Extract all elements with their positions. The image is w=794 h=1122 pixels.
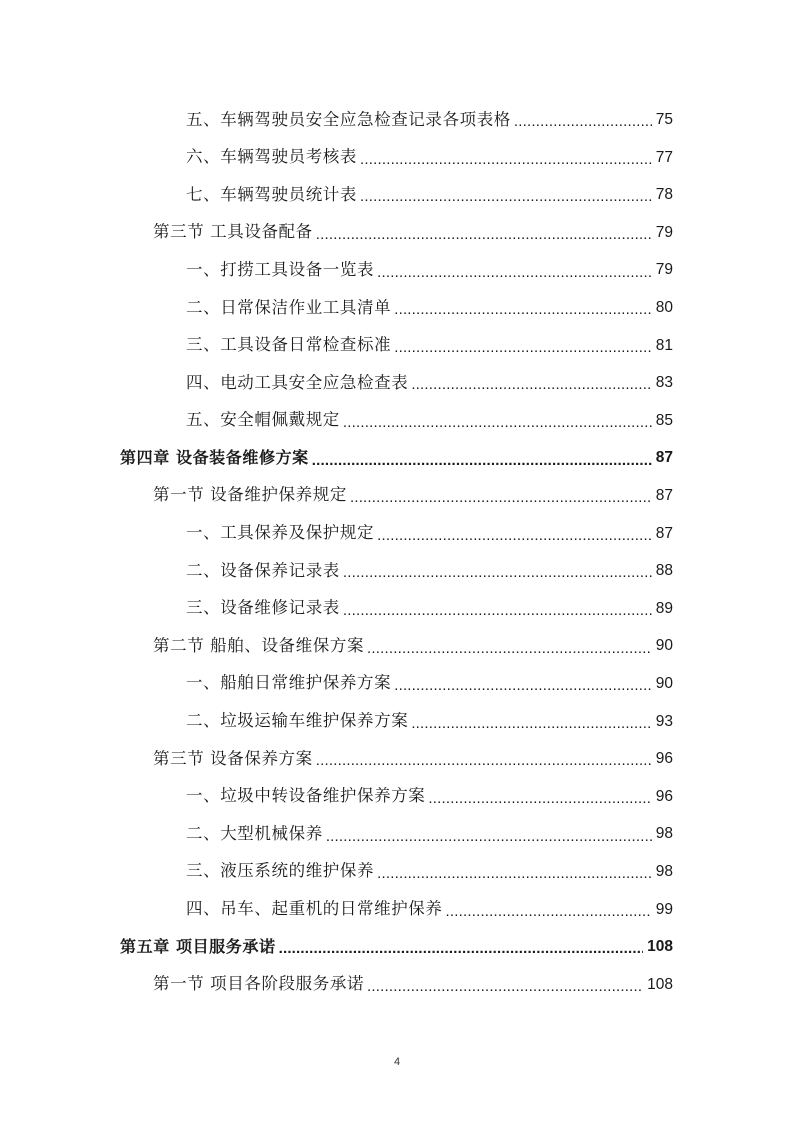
toc-entry-title: 一、垃圾中转设备维护保养方案 [186, 786, 426, 806]
toc-entry-title: 第五章 项目服务承诺 [120, 936, 276, 956]
toc-entry-page: 87 [655, 486, 673, 504]
toc-section-entry[interactable] [0, 627, 794, 665]
toc-entry-title: 第一节 项目各阶段服务承诺 [153, 974, 365, 994]
toc-dot-leader [326, 829, 652, 844]
toc-entry[interactable] [0, 552, 794, 590]
toc-entry-title: 第一节 设备维护保养规定 [153, 485, 347, 505]
toc-entry-title: 第三节 工具设备配备 [153, 222, 313, 242]
toc-entry-page: 93 [655, 712, 673, 730]
toc-entry-title: 三、工具设备日常检查标准 [186, 335, 392, 355]
toc-chapter-entry[interactable] [0, 439, 794, 477]
toc-entry-page: 88 [655, 562, 673, 580]
toc-entry-title: 二、垃圾运输车维护保养方案 [186, 711, 409, 731]
toc-entry-page: 89 [655, 599, 673, 617]
toc-dot-leader [367, 979, 643, 994]
toc-entry[interactable] [0, 778, 794, 816]
table-of-contents [0, 101, 794, 1003]
toc-entry[interactable] [0, 364, 794, 402]
toc-entry[interactable] [0, 327, 794, 365]
toc-entry-page: 108 [647, 938, 673, 956]
toc-entry-page: 90 [655, 637, 673, 655]
toc-section-entry[interactable] [0, 966, 794, 1004]
toc-dot-leader [446, 904, 652, 919]
toc-entry-page: 81 [655, 336, 673, 354]
toc-entry-title: 四、电动工具安全应急检查表 [186, 372, 409, 392]
toc-entry[interactable] [0, 101, 794, 139]
toc-entry[interactable] [0, 176, 794, 214]
toc-section-entry[interactable] [0, 214, 794, 252]
toc-entry[interactable] [0, 815, 794, 853]
toc-entry-title: 四、吊车、起重机的日常维护保养 [186, 899, 443, 919]
toc-entry[interactable] [0, 515, 794, 553]
toc-dot-leader [394, 340, 652, 355]
toc-dot-leader [411, 716, 651, 731]
toc-entry-page: 90 [655, 674, 673, 692]
toc-entry-page: 77 [655, 148, 673, 166]
toc-entry-page: 99 [655, 900, 673, 918]
toc-entry[interactable] [0, 251, 794, 289]
toc-entry-page: 75 [655, 111, 673, 129]
toc-entry-page: 85 [655, 411, 673, 429]
toc-dot-leader [394, 678, 652, 693]
toc-dot-leader [350, 490, 652, 505]
toc-section-entry[interactable] [0, 740, 794, 778]
page-number: 4 [393, 1056, 401, 1068]
toc-entry-title: 五、车辆驾驶员安全应急检查记录各项表格 [186, 109, 511, 129]
toc-entry[interactable] [0, 590, 794, 628]
toc-entry-page: 79 [655, 223, 673, 241]
toc-entry-page: 78 [655, 186, 673, 204]
toc-dot-leader [377, 265, 652, 280]
toc-dot-leader [377, 528, 652, 543]
toc-dot-leader [360, 152, 652, 167]
toc-entry-title: 二、日常保洁作业工具清单 [186, 297, 392, 317]
toc-entry-page: 98 [655, 862, 673, 880]
toc-entry-title: 第四章 设备装备维修方案 [120, 448, 309, 468]
toc-entry[interactable] [0, 139, 794, 177]
toc-dot-leader [316, 753, 652, 768]
toc-entry-title: 三、液压系统的维护保养 [186, 861, 375, 881]
toc-entry-title: 第三节 设备保养方案 [153, 748, 313, 768]
toc-dot-leader [367, 641, 652, 656]
toc-dot-leader [343, 565, 652, 580]
toc-entry[interactable] [0, 289, 794, 327]
toc-entry-title: 二、大型机械保养 [186, 823, 323, 843]
toc-entry-title: 七、车辆驾驶员统计表 [186, 184, 357, 204]
toc-entry[interactable] [0, 890, 794, 928]
toc-entry[interactable] [0, 703, 794, 741]
toc-dot-leader [394, 302, 652, 317]
toc-entry-page: 80 [655, 299, 673, 317]
toc-dot-leader [411, 377, 651, 392]
toc-dot-leader [360, 189, 652, 204]
toc-entry-title: 二、设备保养记录表 [186, 560, 340, 580]
toc-entry-title: 第二节 船舶、设备维保方案 [153, 635, 365, 655]
toc-dot-leader [312, 453, 652, 468]
toc-entry-title: 一、工具保养及保护规定 [186, 523, 375, 543]
toc-entry-page: 83 [655, 374, 673, 392]
toc-entry-title: 六、车辆驾驶员考核表 [186, 147, 357, 167]
toc-entry[interactable] [0, 853, 794, 891]
toc-entry-page: 87 [655, 449, 673, 467]
toc-dot-leader [343, 603, 652, 618]
toc-dot-leader [428, 791, 651, 806]
toc-entry-title: 三、设备维修记录表 [186, 598, 340, 618]
toc-entry-page: 108 [647, 975, 673, 993]
toc-dot-leader [514, 114, 652, 129]
toc-dot-leader [279, 941, 644, 956]
toc-chapter-entry[interactable] [0, 928, 794, 966]
toc-dot-leader [377, 866, 652, 881]
toc-entry-title: 五、安全帽佩戴规定 [186, 410, 340, 430]
toc-entry-page: 87 [655, 524, 673, 542]
toc-entry[interactable] [0, 402, 794, 440]
toc-dot-leader [343, 415, 652, 430]
toc-section-entry[interactable] [0, 477, 794, 515]
toc-entry-page: 98 [655, 825, 673, 843]
toc-dot-leader [316, 227, 652, 242]
toc-entry-title: 一、打捞工具设备一览表 [186, 259, 375, 279]
toc-entry-page: 96 [655, 750, 673, 768]
toc-entry-page: 96 [655, 787, 673, 805]
toc-entry[interactable] [0, 665, 794, 703]
toc-entry-page: 79 [655, 261, 673, 279]
toc-entry-title: 一、船舶日常维护保养方案 [186, 673, 392, 693]
